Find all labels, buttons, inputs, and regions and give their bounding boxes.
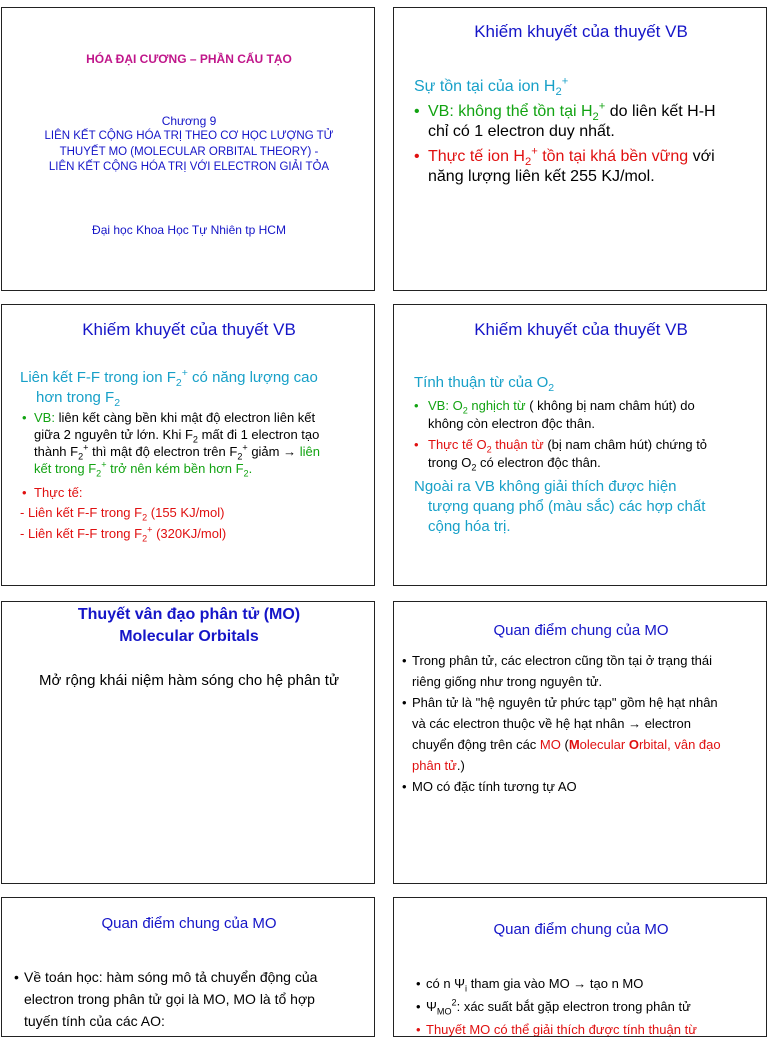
university-label: Đại học Khoa Học Tự Nhiên tp HCM xyxy=(92,223,286,237)
chapter-title-line-3: LIÊN KẾT CỘNG HÓA TRỊ VỚI ELECTRON GIẢI TỎA xyxy=(48,161,330,173)
slide-7 xyxy=(1,897,375,1037)
bullet-vb: • VB: $O_2$ nghịch từ ( không bị nam châm hút) do không còn electron độc thân. xyxy=(414,398,695,431)
bullet-vb: • VB: không thể tồn tại $H_2^+$ do liên kết H-H xyxy=(414,100,716,124)
extra-note: Ngoài ra VB không giải thích được hiện tượng quang phổ (màu sắc) các hợp chất cộng hóa trị. xyxy=(414,478,706,535)
bullet-1: • có n $\Psi_i$ tham gia vào MO → tạo n MO xyxy=(416,976,644,994)
bullet-fact: • Thực tế $O_2$ thuận từ (bị nam châm hút) chứng tỏ trong $O_2$ có electron độc thân. xyxy=(414,437,708,473)
slide-subtitle: Tính thuận từ của $O_2$ xyxy=(414,374,555,394)
course-header: HÓA ĐẠI CƯƠNG – PHẦN CẤU TẠO xyxy=(86,52,292,66)
bullet-1: • Về toán học: hàm sóng mô tả chuyển động của electron trong phân tử gọi là MO, MO là tổ hợp tuyến tính của các AO: xyxy=(14,969,318,1029)
slide-title: Khiếm khuyết của thuyết VB xyxy=(474,320,688,339)
fact-line-2: - Liên kết F-F trong $F_2^+$ (320KJ/mol) xyxy=(20,524,227,544)
slide-subtitle: Liên kết F-F trong ion $F_2^+$ có năng lượng cao xyxy=(20,367,318,389)
slide-3 xyxy=(1,304,375,586)
bullet-fact: • Thực tế: xyxy=(22,485,83,500)
slide-2 xyxy=(393,7,767,291)
slide-title-line-1: Thuyết vân đạo phân tử (MO) xyxy=(77,606,301,623)
slide-title: Quan điểm chung của MO xyxy=(493,921,669,938)
bullet-2: • Phân tử là "hệ nguyên tử phức tạp" gồm hệ hạt nhân xyxy=(402,695,718,710)
chapter-title-line-2: THUYẾT MO (MOLECULAR ORBITAL THEORY) - xyxy=(59,146,319,158)
bullet-fact-cont: năng lượng liên kết 255 KJ/mol. xyxy=(428,168,655,185)
chapter-label: Chương 9 xyxy=(161,114,217,128)
bullet-list: • Trong phân tử, các electron cũng tồn tại ở trạng thái riêng giống như trong nguyên tử. • Phân tử là "hệ nguyên tử phức tạp" gồm hệ hạt nhân và các electron thuộc về hệ hạt nhân → electron chuyển động trên các MO (Molecular Orbital, vân đạo phân tử.) • MO có đặc tính tương tự AO xyxy=(402,650,764,797)
slide-title: Quan điểm chung của MO xyxy=(101,915,277,932)
slide-6 xyxy=(393,601,767,884)
slide-title: Khiếm khuyết của thuyết VB xyxy=(474,22,688,41)
bullet-3: • Thuyết MO có thể giải thích được tính thuận từ xyxy=(416,1022,697,1037)
slide-8 xyxy=(393,897,767,1037)
slide-title: Quan điểm chung của MO xyxy=(493,622,669,639)
bullet-vb: • VB: liên kết càng bền khi mật độ electron liên kết giữa 2 nguyên tử lớn. Khi $F_2$ mất đi 1 electron tạo thành $F_2^+$ thì mật độ electron trên $F_2^+$ giảm → liên kết trong $F_2^+$ trở nên kém bền hơn $F_2$. xyxy=(22,410,320,479)
bullet-vb-cont: chỉ có 1 electron duy nhất. xyxy=(428,123,615,140)
bullet-1: • Trong phân tử, các electron cũng tồn tại ở trạng thái xyxy=(402,653,713,668)
chapter-title-line-1: LIÊN KẾT CỘNG HÓA TRỊ THEO CƠ HỌC LƯỢNG TỬ xyxy=(44,130,334,142)
slide-subtitle-cont: hơn trong $F_2$ xyxy=(36,389,121,409)
fact-line-1: - Liên kết F-F trong $F_2$ (155 KJ/mol) xyxy=(20,505,225,523)
bullet-3: • MO có đặc tính tương tự AO xyxy=(402,779,577,794)
slide-1 xyxy=(1,7,375,291)
slide-subtitle: Sự tồn tại của ion $H_2^+$ xyxy=(414,75,569,99)
slide-title-line-2: Molecular Orbitals xyxy=(119,628,259,645)
bullet-2: • $\Psi_{MO}^2$: xác suất bắt gặp electron trong phân tử xyxy=(416,997,691,1017)
slide-4 xyxy=(393,304,767,586)
slide-5 xyxy=(1,601,375,884)
slide-body: Mở rộng khái niệm hàm sóng cho hệ phân tử xyxy=(38,672,340,689)
slide-title: Khiếm khuyết của thuyết VB xyxy=(82,320,296,339)
bullet-list xyxy=(416,972,766,1037)
bullet-fact: • Thực tế ion $H_2^+$ tồn tại khá bền vững với xyxy=(414,145,715,169)
